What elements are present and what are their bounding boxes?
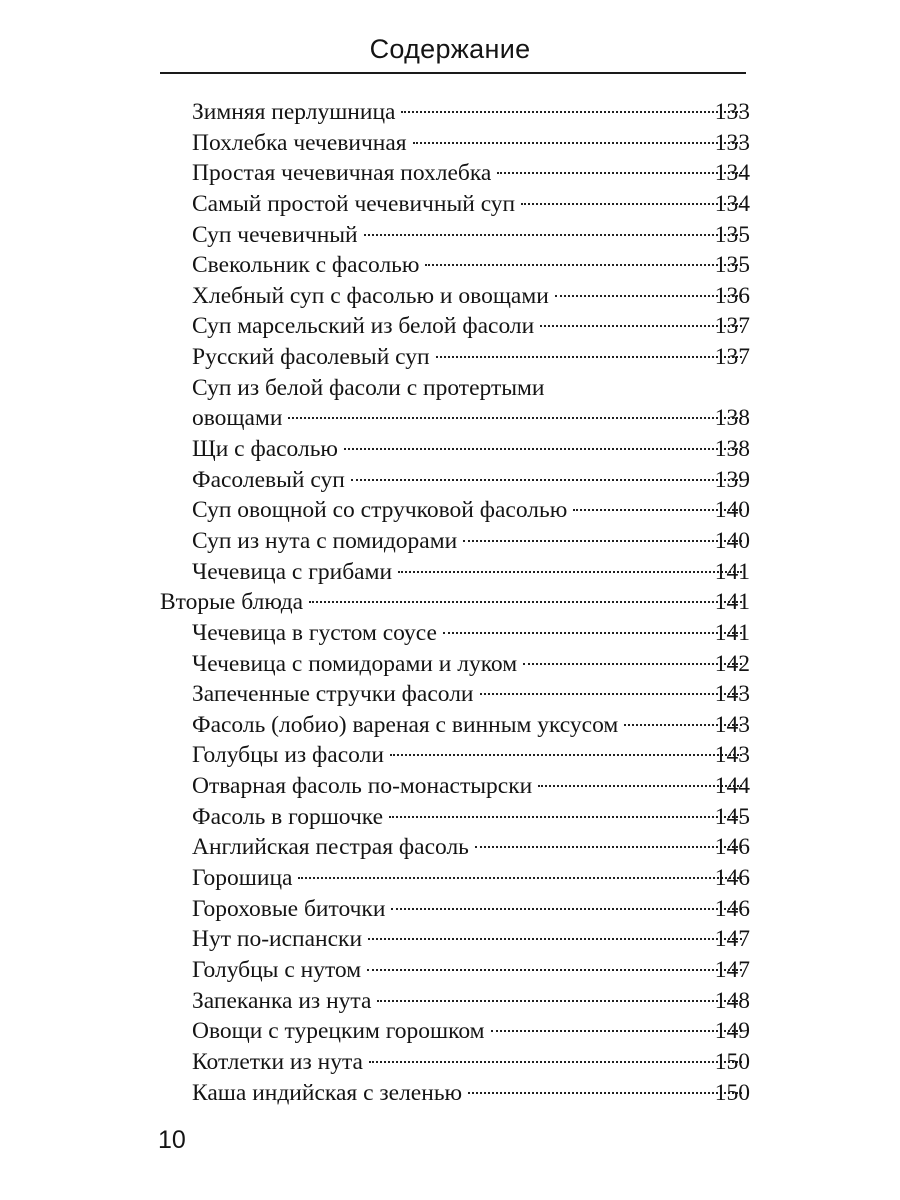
toc-entry[interactable] bbox=[0, 220, 900, 251]
toc-entry-title: Каша индийская с зеленью bbox=[192, 1079, 463, 1106]
toc-entry-page: 150 bbox=[714, 1048, 750, 1075]
toc-entry[interactable] bbox=[0, 373, 900, 434]
toc-entry-title: Суп из нута с помидорами bbox=[192, 527, 458, 554]
toc-entry[interactable] bbox=[0, 618, 900, 649]
leader-dots bbox=[443, 632, 742, 634]
toc-entry-page: 150 bbox=[714, 1079, 750, 1106]
toc-entry-page: 149 bbox=[714, 1018, 750, 1045]
toc-entry[interactable] bbox=[0, 189, 900, 220]
toc-entry[interactable] bbox=[0, 894, 900, 925]
toc-entry[interactable] bbox=[0, 771, 900, 802]
leader-row bbox=[192, 802, 746, 833]
leader-row bbox=[192, 434, 746, 465]
toc-entry-page: 134 bbox=[714, 190, 750, 217]
leader-row bbox=[192, 894, 746, 925]
toc-entry[interactable] bbox=[0, 342, 900, 373]
leader-dots bbox=[309, 601, 742, 603]
toc-entry-title: Запеченные стручки фасоли bbox=[192, 681, 474, 708]
toc-entry-page: 139 bbox=[714, 466, 750, 493]
toc-entry-page: 146 bbox=[714, 895, 750, 922]
toc-entry-title: Запеканка из нута bbox=[192, 987, 372, 1014]
toc-entry-title: Суп из белой фасоли с протертыми bbox=[192, 374, 545, 401]
toc-entry-title: Самый простой чечевичный суп bbox=[192, 190, 516, 217]
toc-entry-page: 147 bbox=[714, 926, 750, 953]
leader-row bbox=[192, 495, 746, 526]
toc-entry-title: Чечевица в густом соусе bbox=[192, 619, 437, 646]
leader-dots bbox=[389, 816, 742, 818]
toc-entry-page: 143 bbox=[714, 742, 750, 769]
leader-dots bbox=[391, 908, 742, 910]
leader-row bbox=[160, 587, 746, 618]
leader-dots bbox=[425, 264, 742, 266]
toc-entry-title: Фасоль в горшочке bbox=[192, 803, 384, 830]
leader-row bbox=[192, 924, 746, 955]
toc-entry-page: 134 bbox=[714, 160, 750, 187]
toc-entry-page: 140 bbox=[714, 497, 750, 524]
leader-row bbox=[192, 342, 746, 373]
leader-dots bbox=[480, 693, 742, 695]
toc-entry-title: Фасолевый суп bbox=[192, 466, 345, 493]
leader-dots bbox=[344, 448, 742, 450]
toc-entry-page: 135 bbox=[714, 252, 750, 279]
toc-entry-page: 144 bbox=[714, 773, 750, 800]
leader-row bbox=[192, 465, 746, 496]
toc-entry[interactable] bbox=[0, 1016, 900, 1047]
toc-entry-title: Гороховые биточки bbox=[192, 895, 386, 922]
toc-entry-title: Нут по-испански bbox=[192, 926, 363, 953]
toc-entry[interactable] bbox=[0, 832, 900, 863]
toc-section-entry[interactable] bbox=[0, 587, 900, 618]
toc-entry-page: 136 bbox=[714, 282, 750, 309]
toc-entry[interactable] bbox=[0, 1078, 900, 1109]
leader-dots bbox=[413, 142, 742, 144]
toc-entry-page: 148 bbox=[714, 987, 750, 1014]
leader-row bbox=[192, 740, 746, 771]
toc-entry[interactable] bbox=[0, 1047, 900, 1078]
toc-entry-page: 140 bbox=[714, 527, 750, 554]
toc-entry[interactable] bbox=[0, 97, 900, 128]
toc-entry[interactable] bbox=[0, 526, 900, 557]
leader-row bbox=[192, 97, 746, 128]
header-rule bbox=[160, 72, 746, 74]
toc-entry-page: 137 bbox=[714, 313, 750, 340]
leader-dots bbox=[390, 754, 742, 756]
leader-dots bbox=[351, 479, 742, 481]
toc-entry-title: Английская пестрая фасоль bbox=[192, 834, 469, 861]
toc-entry[interactable] bbox=[0, 434, 900, 465]
leader-dots bbox=[368, 938, 742, 940]
page-number: 10 bbox=[158, 1126, 186, 1154]
leader-row bbox=[192, 771, 746, 802]
leader-row bbox=[192, 189, 746, 220]
toc-entry-page: 143 bbox=[714, 711, 750, 738]
leader-row bbox=[192, 832, 746, 863]
toc-entry-title: Свекольник с фасолью bbox=[192, 252, 420, 279]
toc-entry-title: Зимняя перлушница bbox=[192, 99, 396, 125]
running-header: Содержание bbox=[369, 34, 531, 64]
leader-row bbox=[192, 710, 746, 741]
toc-entry-title: Голубцы из фасоли bbox=[192, 742, 384, 769]
toc-entry[interactable] bbox=[0, 740, 900, 771]
toc-entry-title: Суп марсельский из белой фасоли bbox=[192, 313, 535, 340]
toc-entry-page: 133 bbox=[714, 129, 750, 156]
toc-entry[interactable] bbox=[0, 863, 900, 894]
toc-entry-title: Суп овощной со стручковой фасолью bbox=[192, 497, 568, 524]
toc-entry-page: 138 bbox=[714, 405, 750, 432]
toc-entry-title: Суп чечевичный bbox=[192, 221, 358, 248]
toc-entry[interactable] bbox=[0, 495, 900, 526]
leader-dots bbox=[364, 234, 742, 236]
toc-entry-title-continuation: овощами bbox=[192, 405, 283, 432]
toc-entry[interactable] bbox=[0, 955, 900, 986]
leader-row bbox=[192, 220, 746, 251]
leader-row bbox=[192, 128, 746, 159]
toc-entry-page: 141 bbox=[714, 558, 750, 585]
toc-entry[interactable] bbox=[0, 924, 900, 955]
leader-dots bbox=[401, 111, 742, 113]
toc-entry-page: 146 bbox=[714, 834, 750, 861]
toc-entry[interactable] bbox=[0, 710, 900, 741]
leader-row bbox=[192, 649, 746, 680]
leader-dots bbox=[398, 571, 742, 573]
toc-entry-page: 146 bbox=[714, 865, 750, 892]
toc-entry-title: Русский фасолевый суп bbox=[192, 344, 430, 371]
toc-entry-title: Отварная фасоль по-монастырски bbox=[192, 773, 533, 800]
leader-dots bbox=[463, 540, 742, 542]
leader-row bbox=[192, 311, 746, 342]
leader-row bbox=[192, 1047, 746, 1078]
leader-row bbox=[192, 557, 746, 588]
leader-row bbox=[192, 526, 746, 557]
toc-entry[interactable] bbox=[0, 158, 900, 189]
toc-entry-title: Хлебный суп с фасолью и овощами bbox=[192, 282, 549, 309]
toc-entry-title: Котлетки из нута bbox=[192, 1048, 363, 1075]
toc-entry-page: 147 bbox=[714, 956, 750, 983]
toc-entry-title: Фасоль (лобио) вареная с винным уксусом bbox=[192, 711, 619, 738]
toc-entry[interactable] bbox=[0, 649, 900, 680]
leader-dots bbox=[298, 877, 742, 879]
toc-entry-page: 137 bbox=[714, 344, 750, 371]
leader-row bbox=[192, 250, 746, 281]
leader-dots bbox=[369, 1061, 742, 1063]
toc-entry-title: Вторые блюда bbox=[160, 589, 304, 616]
leader-dots bbox=[377, 1000, 742, 1002]
leader-dots bbox=[475, 846, 742, 848]
toc-entry[interactable] bbox=[0, 802, 900, 833]
toc-entry[interactable] bbox=[0, 986, 900, 1017]
toc-entry-title: Щи с фасолью bbox=[192, 436, 338, 463]
toc-entry[interactable] bbox=[0, 128, 900, 159]
toc-entry[interactable] bbox=[0, 281, 900, 312]
toc-entry-title: Чечевица с грибами bbox=[192, 558, 393, 585]
leader-row bbox=[192, 1016, 746, 1047]
leader-row bbox=[192, 986, 746, 1017]
leader-row bbox=[192, 618, 746, 649]
toc-entry[interactable] bbox=[0, 557, 900, 588]
toc-entry[interactable] bbox=[0, 250, 900, 281]
leader-dots bbox=[468, 1092, 742, 1094]
toc-entry-page: 141 bbox=[714, 619, 750, 646]
leader-dots bbox=[288, 417, 742, 419]
toc-entry[interactable] bbox=[0, 465, 900, 496]
toc-entry-page: 145 bbox=[714, 803, 750, 830]
toc-entry-title: Горошица bbox=[192, 865, 293, 892]
leader-row bbox=[192, 863, 746, 894]
leader-row bbox=[192, 403, 746, 434]
toc-entry-title: Простая чечевичная похлебка bbox=[192, 160, 492, 187]
toc-entry-title: Похлебка чечевичная bbox=[192, 129, 407, 156]
toc-entry-title: Голубцы с нутом bbox=[192, 956, 362, 983]
leader-dots bbox=[491, 1030, 742, 1032]
leader-row bbox=[192, 158, 746, 189]
toc-entry-page: 141 bbox=[714, 589, 750, 616]
leader-row bbox=[192, 679, 746, 710]
toc-entry-title: Овощи с турецким горошком bbox=[192, 1018, 485, 1045]
toc-entry-page: 135 bbox=[714, 221, 750, 248]
table-of-contents bbox=[0, 97, 900, 1108]
toc-entry[interactable] bbox=[0, 679, 900, 710]
leader-row bbox=[192, 281, 746, 312]
toc-entry-page: 133 bbox=[714, 99, 750, 125]
toc-entry-title: Чечевица с помидорами и луком bbox=[192, 650, 518, 677]
leader-row bbox=[192, 1078, 746, 1109]
toc-entry-page: 142 bbox=[714, 650, 750, 677]
leader-row bbox=[192, 955, 746, 986]
leader-dots bbox=[436, 356, 742, 358]
toc-entry-page: 143 bbox=[714, 681, 750, 708]
leader-dots bbox=[367, 969, 742, 971]
toc-entry-page: 138 bbox=[714, 436, 750, 463]
toc-entry[interactable] bbox=[0, 311, 900, 342]
